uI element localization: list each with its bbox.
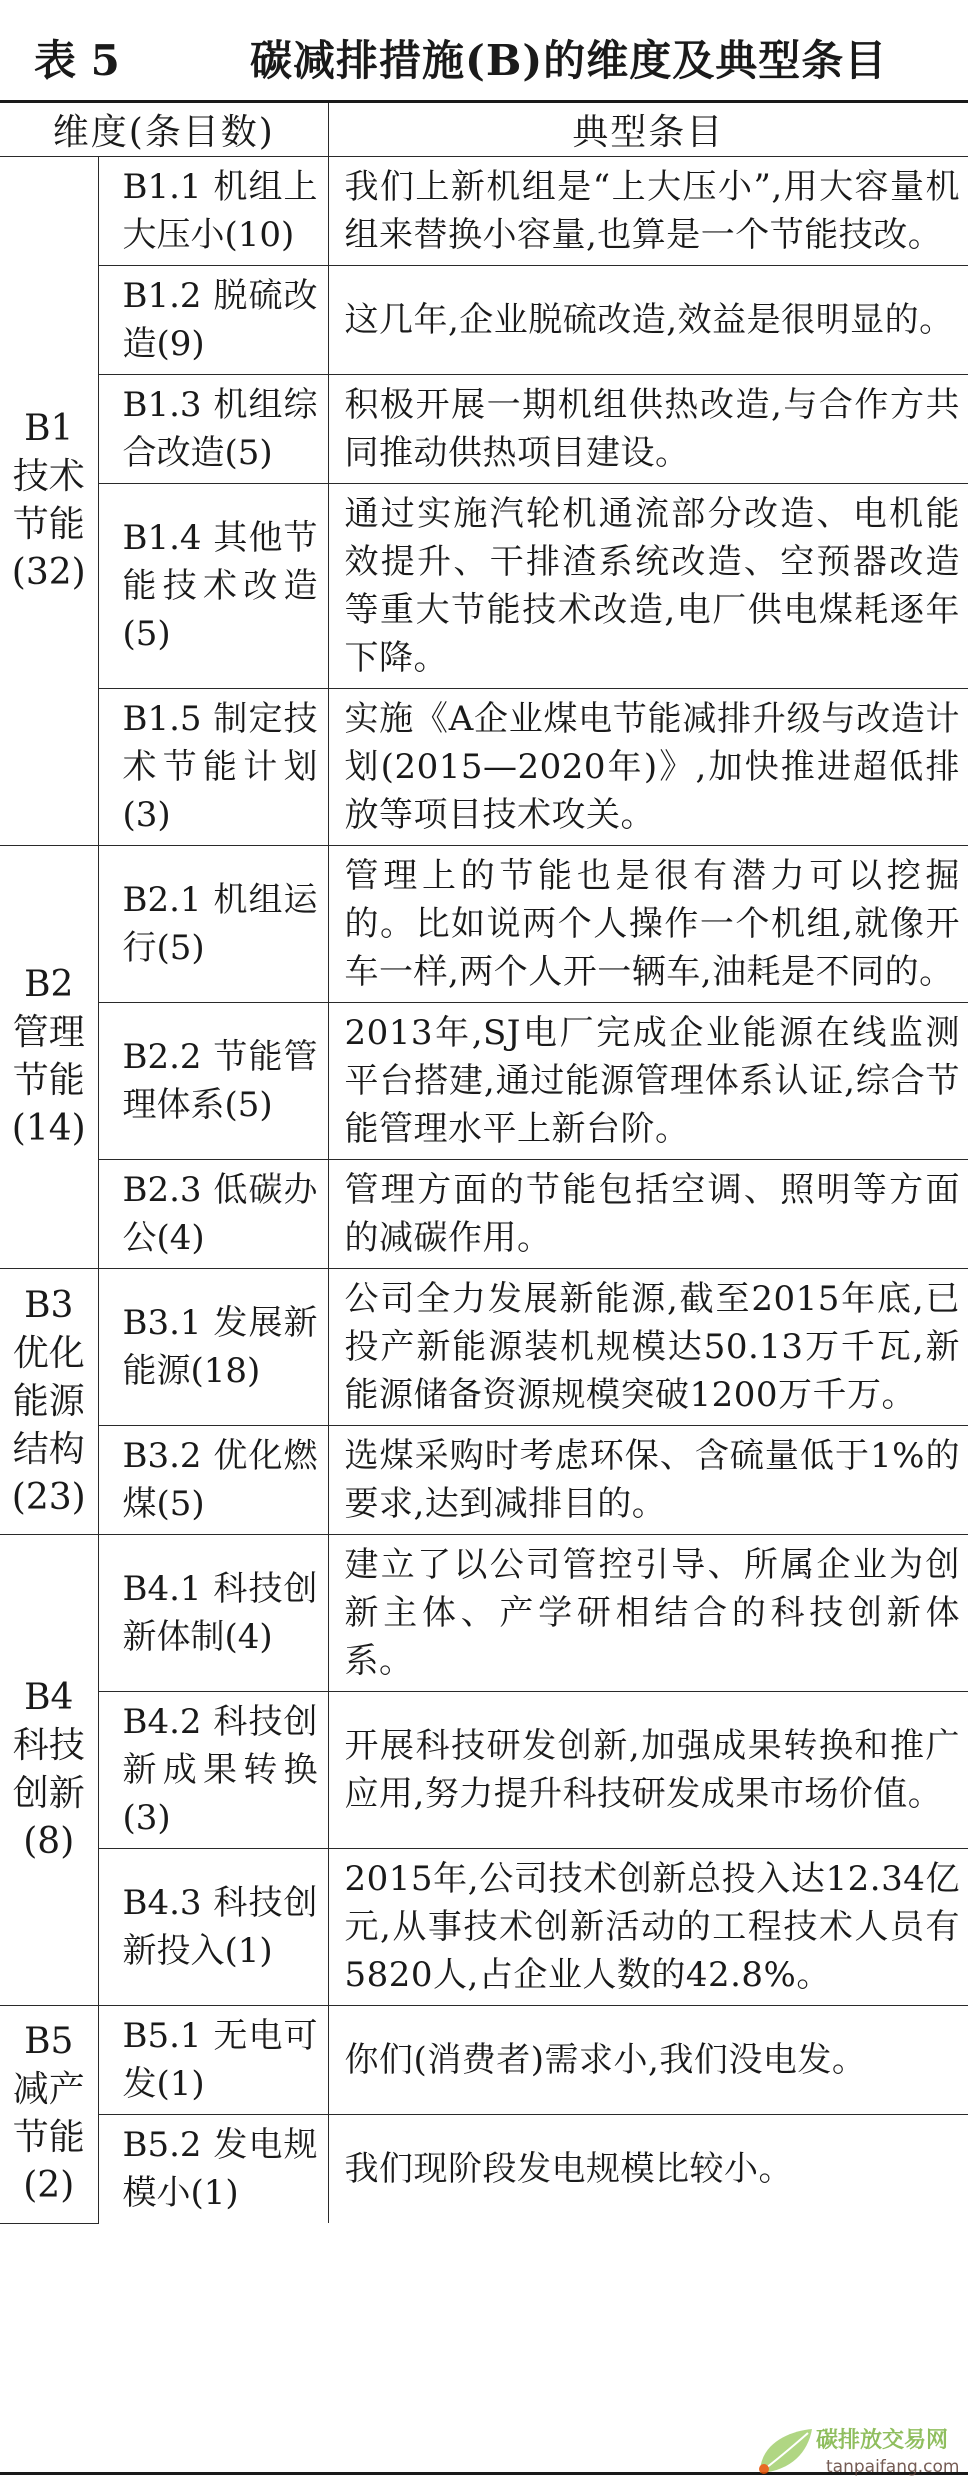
table-row — [0, 2006, 968, 2115]
example-cell: 2013年,SJ电厂完成企业能源在线监测平台搭建,通过能源管理体系认证,综合节能管理水平上新台阶。 — [328, 1003, 968, 1160]
table-row — [0, 1003, 968, 1160]
table-row — [0, 375, 968, 484]
subdimension-cell: B2.1 机组运行(5) — [98, 846, 328, 1003]
table-row — [0, 1535, 968, 1692]
measures-table — [0, 103, 968, 2224]
example-cell: 这几年,企业脱硫改造,效益是很明显的。 — [328, 266, 968, 375]
table-row — [0, 689, 968, 846]
subdimension-cell: B4.3 科技创新投入(1) — [98, 1849, 328, 2006]
subdimension-cell: B3.1 发展新能源(18) — [98, 1269, 328, 1426]
table-title: 碳减排措施(B)的维度及典型条目 — [250, 36, 888, 85]
dimension-cell: B2 管理节能(14) — [0, 846, 98, 1269]
example-cell: 你们(消费者)需求小,我们没电发。 — [328, 2006, 968, 2115]
subdimension-cell: B4.1 科技创新体制(4) — [98, 1535, 328, 1692]
example-cell: 管理方面的节能包括空调、照明等方面的减碳作用。 — [328, 1160, 968, 1269]
subdimension-cell: B1.2 脱硫改造(9) — [98, 266, 328, 375]
example-cell: 实施《A企业煤电节能减排升级与改造计划(2015—2020年)》,加快推进超低排放等项目技术攻关。 — [328, 689, 968, 846]
example-cell: 积极开展一期机组供热改造,与合作方共同推动供热项目建设。 — [328, 375, 968, 484]
example-cell: 2015年,公司技术创新总投入达12.34亿元,从事技术创新活动的工程技术人员有5820人,占企业人数的42.8%。 — [328, 1849, 968, 2006]
table-row — [0, 1692, 968, 1849]
dimension-cell: B5 减产节能(2) — [0, 2006, 98, 2224]
watermark-logo — [750, 2423, 960, 2485]
subdimension-cell: B2.2 节能管理体系(5) — [98, 1003, 328, 1160]
header-item: 典型条目 — [328, 103, 968, 157]
subdimension-cell: B1.1 机组上大压小(10) — [98, 157, 328, 266]
table-caption — [0, 0, 968, 100]
table-row — [0, 266, 968, 375]
watermark-url: tanpaifang.com — [826, 2457, 960, 2477]
watermark-brand: 碳排放交易网 — [816, 2428, 949, 2453]
subdimension-cell: B5.2 发电规模小(1) — [98, 2115, 328, 2224]
dimension-cell: B3 优化能源结构(23) — [0, 1269, 98, 1535]
leaf-icon — [750, 2423, 820, 2481]
subdimension-cell: B5.1 无电可发(1) — [98, 2006, 328, 2115]
table-row — [0, 846, 968, 1003]
subdimension-cell: B1.5 制定技术节能计划(3) — [98, 689, 328, 846]
table-row — [0, 2115, 968, 2224]
subdimension-cell: B2.3 低碳办公(4) — [98, 1160, 328, 1269]
example-cell: 通过实施汽轮机通流部分改造、电机能效提升、干排渣系统改造、空预器改造等重大节能技术改造,电厂供电煤耗逐年下降。 — [328, 484, 968, 689]
example-cell: 管理上的节能也是很有潜力可以挖掘的。比如说两个人操作一个机组,就像开车一样,两个人开一辆车,油耗是不同的。 — [328, 846, 968, 1003]
subdimension-cell: B4.2 科技创新成果转换(3) — [98, 1692, 328, 1849]
subdimension-cell: B3.2 优化燃煤(5) — [98, 1426, 328, 1535]
example-cell: 建立了以公司管控引导、所属企业为创新主体、产学研相结合的科技创新体系。 — [328, 1535, 968, 1692]
table-row — [0, 1426, 968, 1535]
header-dimension: 维度(条目数) — [0, 103, 328, 157]
dimension-cell: B1 技术节能(32) — [0, 157, 98, 846]
table-number: 表 5 — [34, 36, 120, 85]
table-row — [0, 1160, 968, 1269]
table-row — [0, 1849, 968, 2006]
example-cell: 我们现阶段发电规模比较小。 — [328, 2115, 968, 2224]
example-cell: 我们上新机组是“上大压小”,用大容量机组来替换小容量,也算是一个节能技改。 — [328, 157, 968, 266]
table-row — [0, 157, 968, 266]
header-row — [0, 103, 968, 157]
table-row — [0, 484, 968, 689]
subdimension-cell: B1.4 其他节能技术改造(5) — [98, 484, 328, 689]
subdimension-cell: B1.3 机组综合改造(5) — [98, 375, 328, 484]
example-cell: 开展科技研发创新,加强成果转换和推广应用,努力提升科技研发成果市场价值。 — [328, 1692, 968, 1849]
dimension-cell: B4 科技创新(8) — [0, 1535, 98, 2006]
table-row — [0, 1269, 968, 1426]
example-cell: 公司全力发展新能源,截至2015年底,已投产新能源装机规模达50.13万千瓦,新能源储备资源规模突破1200万千万。 — [328, 1269, 968, 1426]
example-cell: 选煤采购时考虑环保、含硫量低于1%的要求,达到减排目的。 — [328, 1426, 968, 1535]
